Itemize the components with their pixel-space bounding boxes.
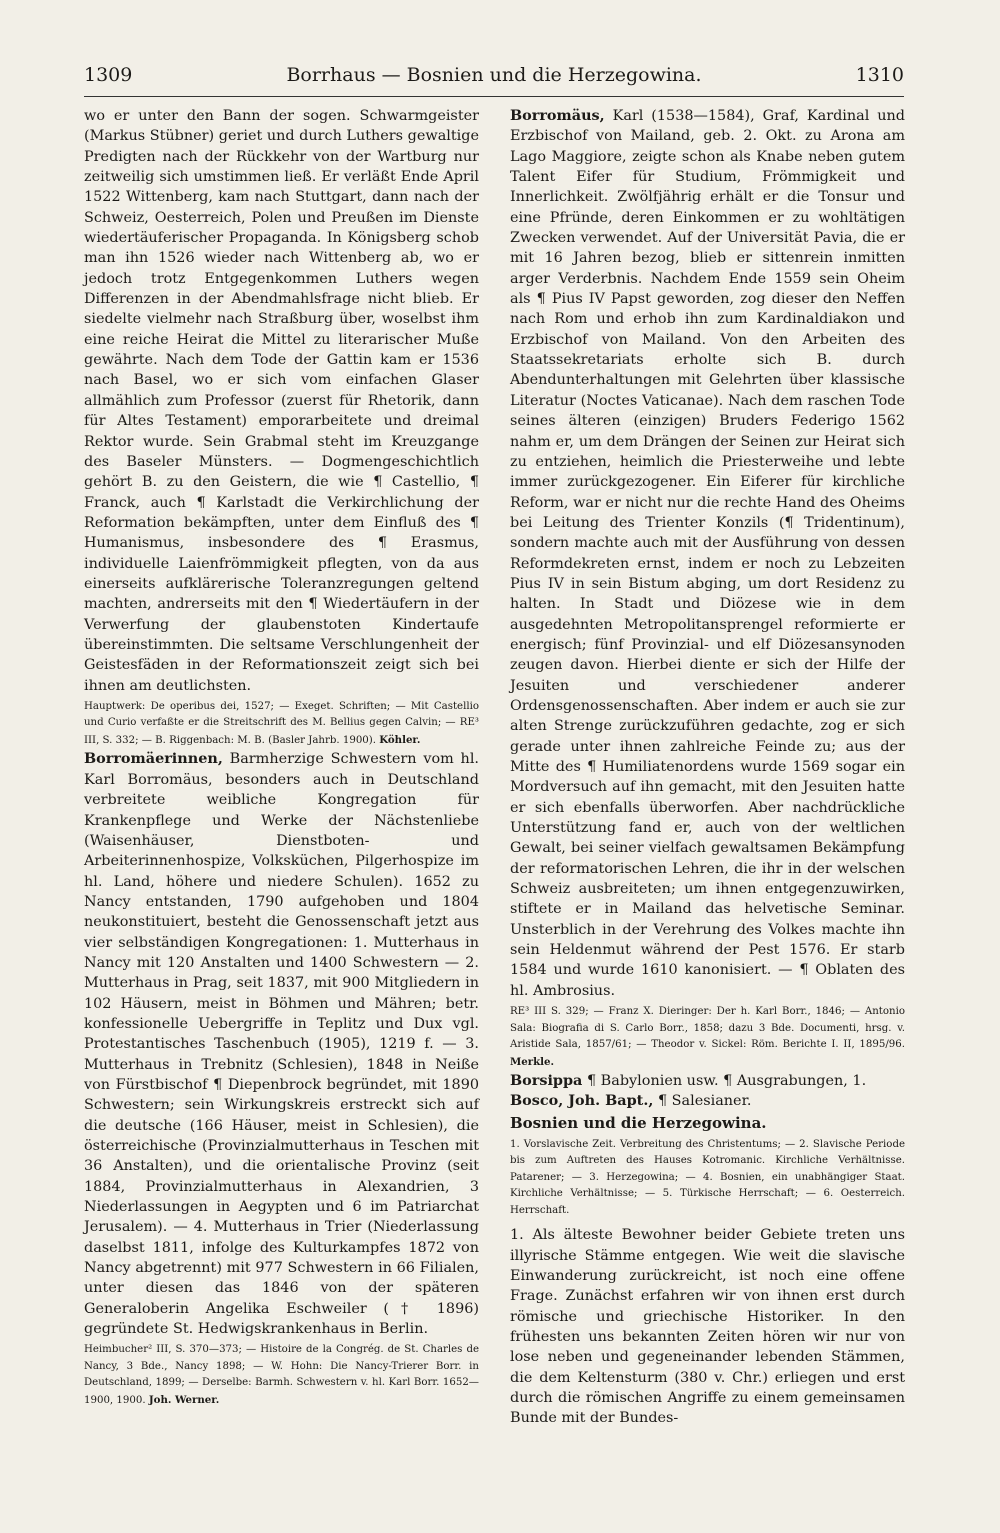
borrhaus-ref-text: Hauptwerk: De operibus dei, 1527; — Exeget. Schriften; — Mit Castellio und Curio verfaßte er die Streitschrift des M. Bellius gegen Calvin; — RE³ III, S. 332; — B. Riggenbach: M. B. (Basler Jahrb. 1900). [84,700,479,746]
page-number-left: 1309 [84,64,133,86]
bosnien-text: 1. Als älteste Bewohner beider Gebiete treten uns illyrische Stämme entgegen. Wie weit die slavische Einwanderung zurückreicht, ist noch eine offene Frage. Zunächst erfahren wir von ihnen erst durch römische und griechische Historiker. In den frühesten uns bekannten Zeiten hören wir nur von lose neben und gegeneinander lebenden Stämmen, die dem Keltensturm (380 v. Chr.) erliegen und erst durch die römischen Angriffe zu einem gemeinsamen Bunde mit der Bundes- [510,1227,905,1427]
borsippa-entry [510,1071,905,1091]
borromaeerinnen-text: Barmherzige Schwestern vom hl. Karl Borromäus, besonders auch in Deutschland verbreitete weibliche Kongregation für Krankenpflege und Werke der Nächstenliebe (Waisenhäuser, Dienstboten- und Arbeiterinnenhospize, Volksküchen, Pilgerhospize im hl. Land, höhere und niedere Schulen). 1652 zu Nancy entstanden, 1790 aufgehoben und 1804 neukonstituiert, besteht die Genossenschaft jetzt aus vier selbständigen Kongregationen: 1. Mutterhaus in Nancy mit 120 Anstalten und 1400 Schwestern — 2. Mutterhaus in Prag, seit 1837, mit 900 Mitgliedern in 102 Häusern, meist in Böhmen und Mähren; betr. konfessionelle Uebergriffe in Teplitz und Dux vgl. Protestantisches Taschenbuch (1905), 1219 f. — 3. Mutterhaus in Trebnitz (Schlesien), 1848 in Neiße von Fürstbischof ¶ Diepenbrock begründet, mit 1890 Schwestern; sein Wirkungskreis erstreckt sich auf die deutsche (166 Häuser, meist in Schlesien), die österreichische (Provinzialmutterhaus in Teschen mit 36 Anstalten), und die orientalische Provinz (seit 1884, Provinzialmutterhaus in Alexandrien, 3 Niederlassungen in Aegypten und 6 im Patriarchat Jerusalem). — 4. Mutterhaus in Trier (Niederlassung daselbst 1811, infolge des Kulturkampfes 1872 von Nancy abgetrennt) mit 977 Schwestern in 66 Filialen, unter diesen das 1846 von der späteren Generaloberin Angelika Eschweiler († 1896) gegründete St. Hedwigskrankenhaus in Berlin. [84,751,480,1338]
borromaeerinnen-headword: Borromäerinnen, [84,750,223,768]
borrhaus-signature: Köhler. [379,733,421,746]
borromaeus-ref-text: RE³ III S. 329; — Franz X. Dieringer: Der h. Karl Borr., 1846; — Antonio Sala: Biografia di S. Carlo Borr., 1858; dazu 3 Bde. Documenti, hrsg. v. Aristide Sala, 1857/61; — Theodor v. Sickel: Röm. Berichte I. II, 1895/96. [510,1006,905,1051]
borsippa-headword: Borsippa [510,1072,583,1090]
bosco-entry [510,1091,905,1111]
bosco-headword: Bosco, Joh. Bapt., [510,1092,654,1110]
borromaeerinnen-entry [84,749,479,1339]
right-column [510,106,905,1429]
borrhaus-text: wo er unter den Bann der sogen. Schwarmgeister (Markus Stübner) geriet und durch Luthers gewaltige Predigten nach der Rückkehr von der Wartburg nur zeitweilig sich umstimmen ließ. Er verläßt Ende April 1522 Wittenberg, kam nach Stuttgart, dann nach der Schweiz, Oesterreich, Polen und Preußen im Dienste wiedertäuferischer Propaganda. In Königsberg schob man ihn 1526 wieder nach Wittenberg ab, wo er jedoch trotz Entgegenkommen Luthers wegen Differenzen in der Abendmahlsfrage nicht blieb. Er siedelte vielmehr nach Straßburg über, woselbst ihm eine reiche Heirat die Mittel zu literarischer Muße gewährte. Nach dem Tode der Gattin kam er 1536 nach Basel, wo er sich vom einfachen Glaser allmählich zum Professor (zuerst für Rhetorik, dann für Altes Testament) emporarbeitete und dreimal Rektor wurde. Sein Grabmal steht im Kreuzgange des Baseler Münsters. — Dogmengeschichtlich gehört B. zu den Geistern, die wie ¶ Castellio, ¶ Franck, auch ¶ Karlstadt die Verkirchlichung der Reformation bekämpften, unter dem Einfluß des ¶ Humanismus, insbesondere des ¶ Erasmus, individuelle Laienfrömmigkeit pflegten, von da aus einerseits aufklärerische Toleranzregungen geltend machten, andrerseits mit den ¶ Wiedertäufern in der Verwerfung der glaubenstoten Kindertaufe übereinstimmten. Die seltsame Verschlungenheit der Geistesfäden in der Reformationszeit zeigt sich bei ihnen am deutlichsten. [84,108,479,694]
borromaeerinnen-ref-text: Heimbucher² III, S. 370—373; — Histoire de la Congrég. de St. Charles de Nancy, 3 Bde., Nancy 1898; — W. Hohn: Die Nancy-Trierer Borr. in Deutschland, 1899; — Derselbe: Barmh. Schwestern v. hl. Karl Borr. 1652—1900, 1900. [84,1344,479,1406]
running-header [84,64,904,90]
borsippa-text: ¶ Babylonien usw. ¶ Ausgrabungen, 1. [586,1073,867,1090]
borromaeus-entry [510,106,905,1001]
borromaeus-headword: Borromäus, [510,107,605,124]
running-title: Borrhaus — Bosnien und die Herzegowina. [286,64,702,86]
page-number-right: 1310 [855,64,904,86]
borromaeus-signature: Merkle. [510,1055,555,1068]
borrhaus-references [84,699,479,750]
borromaeus-references [510,1004,905,1071]
bosco-text: ¶ Salesianer. [657,1093,752,1110]
bosnien-contents: 1. Vorslavische Zeit. Verbreitung des Christentums; — 2. Slavische Periode bis zum Auftreten des Hauses Kotromanic. Kirchliche Verhältnisse. Patarener; — 3. Herzegowina; — 4. Bosnien, ein unabhängiger Staat. Kirchliche Verhältnisse; — 5. Türkische Herrschaft; — 6. Oesterreich. Herrschaft. [510,1138,905,1216]
bosnien-heading: Bosnien und die Herzegowina. [510,1113,767,1132]
left-column [84,106,479,1409]
borromaeerinnen-references [84,1342,479,1409]
borromaeus-text: Karl (1538—1584), Graf, Kardinal und Erzbischof von Mailand, geb. 2. Okt. zu Arona am Lago Maggiore, zeigte schon als Knabe neben gutem Talent Eifer für Studium, Frömmigkeit und Innerlichkeit. Zwölfjährig erhält er die Tonsur und eine Pfründe, deren Einkommen er zu wohltätigen Zwecken verwendet. Auf der Universität Pavia, die er mit 16 Jahren bezog, blieb er sittenrein inmitten arger Verderbnis. Nachdem Ende 1559 sein Oheim als ¶ Pius IV Papst geworden, zog dieser den Neffen nach Rom und erhob ihn zum Kardinaldiakon und Erzbischof von Mailand. Von den Arbeiten des Staatssekretariats erholte sich B. durch Abendunterhaltungen mit Gelehrten über klassische Literatur (Noctes Vaticanae). Nach dem raschen Tode seines älteren (einzigen) Bruders Federigo 1562 nahm er, um dem Drängen der Seinen zur Heirat sich zu entziehen, heimlich die Priesterweihe und lebte immer zurückgezogener. Ein Eiferer für kirchliche Reform, war er nicht nur die rechte Hand des Oheims bei Leitung des Trienter Konzils (¶ Tridentinum), sondern machte auch mit der Ausführung von dessen Reformdekreten ernst, indem er noch zu Lebzeiten Pius IV in sein Bistum abging, um dort Residenz zu halten. In Stadt und Diözese wie in dem ausgedehnten Metropolitansprengel reformierte er energisch; fünf Provinzial- und elf Diözesansynoden zeugen davon. Hierbei diente er sich der Hilfe der Jesuiten und verschiedener anderer Ordensgenossenschaften. Aber indem er auch sie zur alten Strenge zurückzuführen gedachte, zog er sich gerade unter ihnen zahlreiche Feinde zu; aus der Mitte des ¶ Humiliatenordens wurde 1569 sogar ein Mordversuch auf ihn gemacht, mit den Jesuiten hatte er sich ebenfalls überworfen. Aber nachdrückliche Unterstützung fand er, auch von der weltlichen Gewalt, bei seiner vielfach gewaltsamen Bekämpfung der reformatorischen Lehren, die ihr in der welschen Schweiz ausbreiteten; um ihnen entgegenzuwirken, stiftete er in Mailand das helvetische Seminar. Unsterblich in der Verehrung des Volkes machte ihn sein Heldenmut während der Pest 1576. Er starb 1584 und wurde 1610 kanonisiert. — ¶ Oblaten des hl. Ambrosius. [510,108,905,999]
borromaeerinnen-signature: Joh. Werner. [148,1393,220,1406]
header-rule [84,96,904,97]
